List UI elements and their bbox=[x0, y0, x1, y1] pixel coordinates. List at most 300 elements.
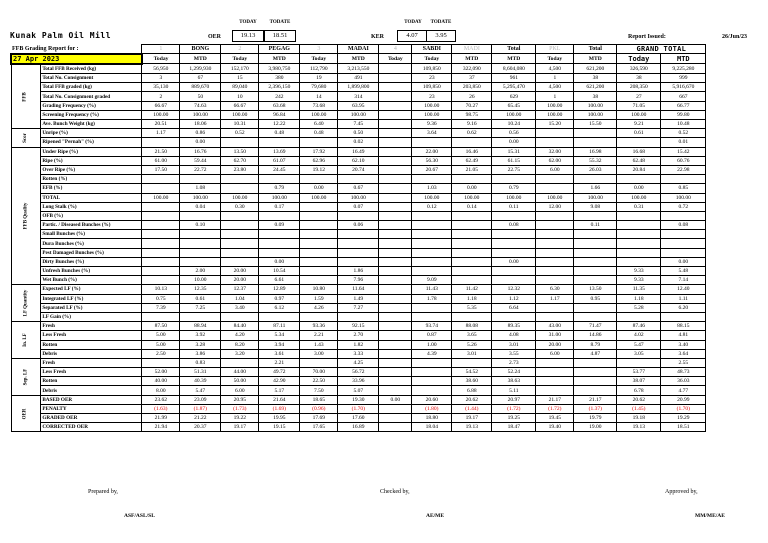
table-cell: 54.52 bbox=[452, 368, 492, 377]
table-cell bbox=[142, 267, 180, 276]
table-cell bbox=[574, 368, 617, 377]
row-label: Debris bbox=[41, 349, 142, 358]
table-cell: 15.20 bbox=[536, 120, 574, 129]
table-cell: 59.44 bbox=[180, 156, 221, 165]
table-cell: 3,213,550 bbox=[338, 64, 379, 74]
table-cell bbox=[379, 294, 412, 303]
table-cell: 0.83 bbox=[180, 358, 221, 367]
table-cell: 380 bbox=[259, 74, 300, 83]
table-cell: 889,670 bbox=[180, 83, 221, 92]
table-row bbox=[11, 120, 706, 129]
table-cell: 19.95 bbox=[259, 414, 300, 423]
table-cell: 50.00 bbox=[221, 377, 259, 386]
table-cell: 4,500 bbox=[536, 83, 574, 92]
table-cell bbox=[492, 230, 536, 239]
table-cell bbox=[142, 211, 180, 220]
table-cell bbox=[412, 221, 452, 230]
report-issued-date: 26/Jun/23 bbox=[722, 34, 748, 40]
table-cell: 0.79 bbox=[492, 184, 536, 193]
table-cell: 0.00 bbox=[300, 184, 338, 193]
table-cell bbox=[617, 312, 661, 321]
table-cell: 1.82 bbox=[338, 340, 379, 349]
table-cell bbox=[574, 211, 617, 220]
col-mtd: MTD bbox=[338, 54, 379, 64]
table-cell bbox=[379, 267, 412, 276]
table-row bbox=[11, 257, 706, 266]
table-cell: 0.67 bbox=[338, 184, 379, 193]
table-cell: 3.86 bbox=[180, 349, 221, 358]
table-cell: 3.33 bbox=[338, 349, 379, 358]
estate-header-pegag: PEGAG bbox=[259, 45, 300, 54]
table-cell bbox=[617, 230, 661, 239]
table-cell: (1.45) bbox=[617, 404, 661, 413]
table-cell: 62.48 bbox=[617, 156, 661, 165]
table-cell: 22.00 bbox=[412, 147, 452, 156]
table-cell bbox=[661, 175, 706, 184]
table-cell bbox=[142, 175, 180, 184]
table-cell bbox=[379, 414, 412, 423]
table-cell: 6.30 bbox=[536, 285, 574, 294]
table-cell bbox=[379, 276, 412, 285]
table-row bbox=[11, 138, 706, 147]
table-cell: 3,980,750 bbox=[259, 64, 300, 74]
table-cell: 19.18 bbox=[617, 414, 661, 423]
section-label: OER bbox=[11, 395, 41, 432]
table-cell bbox=[661, 248, 706, 257]
row-label: Total No. Consignment bbox=[41, 74, 142, 83]
table-cell bbox=[180, 239, 221, 248]
table-cell bbox=[452, 267, 492, 276]
table-cell: 23 bbox=[412, 92, 452, 101]
table-cell: 203,850 bbox=[452, 83, 492, 92]
table-cell: 0.00 bbox=[617, 184, 661, 193]
table-cell: 961 bbox=[492, 74, 536, 83]
table-cell: 21.05 bbox=[452, 165, 492, 174]
table-cell: 1.18 bbox=[452, 294, 492, 303]
table-cell bbox=[574, 138, 617, 147]
table-cell: 35,130 bbox=[142, 83, 180, 92]
checked-by-label: Checked by, bbox=[380, 489, 410, 495]
table-cell bbox=[300, 230, 338, 239]
table-cell bbox=[221, 358, 259, 367]
col-grand-mtd: MTD bbox=[661, 54, 706, 64]
table-cell: 10.00 bbox=[180, 276, 221, 285]
table-cell bbox=[536, 230, 574, 239]
table-cell bbox=[379, 193, 412, 202]
table-cell: 53.77 bbox=[617, 368, 661, 377]
column-number: 2 bbox=[221, 45, 259, 54]
table-cell: 100.00 bbox=[661, 193, 706, 202]
table-cell: 87.46 bbox=[617, 322, 661, 331]
table-cell: 5.00 bbox=[142, 331, 180, 340]
section-label: FFB Quality bbox=[11, 147, 41, 285]
table-cell bbox=[300, 239, 338, 248]
table-cell: 7.25 bbox=[180, 303, 221, 312]
table-cell: 71.47 bbox=[574, 322, 617, 331]
table-cell: 0.04 bbox=[180, 202, 221, 211]
table-cell: 0.62 bbox=[452, 129, 492, 138]
table-cell: 19.00 bbox=[574, 423, 617, 432]
table-cell bbox=[536, 257, 574, 266]
table-cell bbox=[338, 211, 379, 220]
table-cell: 3.00 bbox=[300, 349, 338, 358]
table-cell: 100.00 bbox=[574, 110, 617, 119]
table-cell: 208,350 bbox=[617, 83, 661, 92]
table-row bbox=[11, 211, 706, 220]
table-cell: 1,899,800 bbox=[338, 83, 379, 92]
table-cell: 6.61 bbox=[259, 276, 300, 285]
table-cell bbox=[661, 312, 706, 321]
table-cell: 7.45 bbox=[338, 120, 379, 129]
row-label: Pest Damaged Bunches (%) bbox=[41, 248, 142, 257]
table-cell bbox=[259, 239, 300, 248]
table-cell: 100.00 bbox=[221, 110, 259, 119]
table-cell: 11.43 bbox=[412, 285, 452, 294]
table-cell: 20.62 bbox=[617, 395, 661, 404]
table-cell: 99.80 bbox=[661, 110, 706, 119]
table-row bbox=[11, 331, 706, 340]
section-label: FFB bbox=[11, 64, 41, 129]
table-cell bbox=[536, 267, 574, 276]
table-cell: 21.50 bbox=[142, 147, 180, 156]
table-cell: 1.12 bbox=[492, 294, 536, 303]
table-cell bbox=[259, 230, 300, 239]
row-label: GRADED OER bbox=[41, 414, 142, 423]
table-cell: 93.36 bbox=[300, 322, 338, 331]
table-cell: 52.00 bbox=[142, 368, 180, 377]
table-row bbox=[11, 202, 706, 211]
table-cell: 20.62 bbox=[452, 395, 492, 404]
table-cell: 4.39 bbox=[412, 349, 452, 358]
row-label: Total FFB Received (kg) bbox=[41, 64, 142, 74]
table-cell: 63.68 bbox=[259, 101, 300, 110]
table-cell: 6.64 bbox=[492, 303, 536, 312]
table-cell: 21.17 bbox=[574, 395, 617, 404]
row-label: Partic. / Diseased Bunches (%) bbox=[41, 221, 142, 230]
table-cell: 1.59 bbox=[300, 294, 338, 303]
table-cell: 9.09 bbox=[412, 276, 452, 285]
table-cell: 12.00 bbox=[536, 202, 574, 211]
table-cell: 6.00 bbox=[536, 349, 574, 358]
table-cell: 9.08 bbox=[574, 202, 617, 211]
table-cell: (1.73) bbox=[221, 404, 259, 413]
table-cell bbox=[379, 110, 412, 119]
table-cell bbox=[492, 239, 536, 248]
table-cell: 5.07 bbox=[338, 386, 379, 395]
table-cell: 1.08 bbox=[180, 184, 221, 193]
table-cell: 0.86 bbox=[180, 129, 221, 138]
table-cell: 16.89 bbox=[338, 423, 379, 432]
table-cell: 0.08 bbox=[492, 221, 536, 230]
table-cell bbox=[452, 211, 492, 220]
table-cell: 7.50 bbox=[300, 386, 338, 395]
table-cell bbox=[338, 248, 379, 257]
table-cell bbox=[536, 303, 574, 312]
table-cell bbox=[574, 175, 617, 184]
table-cell: 33.96 bbox=[338, 377, 379, 386]
row-label: Total FFB graded (kg) bbox=[41, 83, 142, 92]
table-cell bbox=[412, 267, 452, 276]
table-cell: 7.27 bbox=[338, 303, 379, 312]
table-cell: (1.44) bbox=[452, 404, 492, 413]
table-row bbox=[11, 368, 706, 377]
table-cell bbox=[379, 120, 412, 129]
table-cell: 22.50 bbox=[300, 377, 338, 386]
table-cell bbox=[574, 230, 617, 239]
row-label: Ripened "Pernah" (%) bbox=[41, 138, 142, 147]
col-today: Today bbox=[142, 54, 180, 64]
table-cell: 4.25 bbox=[338, 358, 379, 367]
table-cell bbox=[536, 368, 574, 377]
table-cell bbox=[536, 248, 574, 257]
table-cell: 37 bbox=[452, 74, 492, 83]
table-cell: 491 bbox=[338, 74, 379, 83]
table-cell: 44.00 bbox=[221, 368, 259, 377]
table-cell: 12.35 bbox=[180, 285, 221, 294]
table-row bbox=[11, 303, 706, 312]
table-cell bbox=[180, 248, 221, 257]
table-cell bbox=[338, 312, 379, 321]
table-cell: 629 bbox=[492, 92, 536, 101]
row-label: LF Gain (%) bbox=[41, 312, 142, 321]
table-cell: 100.00 bbox=[574, 101, 617, 110]
table-cell: 16.98 bbox=[574, 147, 617, 156]
ffb-grading-table bbox=[10, 44, 706, 432]
row-label: Ave. Bunch Weight (kg) bbox=[41, 120, 142, 129]
table-cell: 10.13 bbox=[142, 285, 180, 294]
table-row bbox=[11, 294, 706, 303]
table-cell: 2.70 bbox=[338, 331, 379, 340]
table-cell: 5.26 bbox=[452, 340, 492, 349]
table-cell bbox=[574, 303, 617, 312]
table-cell bbox=[536, 211, 574, 220]
table-cell bbox=[221, 257, 259, 266]
table-cell: 10.24 bbox=[492, 120, 536, 129]
table-cell: 38.60 bbox=[452, 377, 492, 386]
table-cell bbox=[259, 248, 300, 257]
table-row bbox=[11, 349, 706, 358]
table-cell: 19.13 bbox=[452, 423, 492, 432]
table-cell: 8,604,080 bbox=[492, 64, 536, 74]
table-cell: 62.70 bbox=[221, 156, 259, 165]
table-row bbox=[11, 165, 706, 174]
table-cell: 0.00 bbox=[180, 138, 221, 147]
row-label: Rotten bbox=[41, 377, 142, 386]
table-cell: 43.00 bbox=[536, 322, 574, 331]
table-cell bbox=[492, 175, 536, 184]
table-cell: 20.67 bbox=[412, 165, 452, 174]
table-cell: 0.61 bbox=[617, 129, 661, 138]
table-cell: 21.17 bbox=[536, 395, 574, 404]
row-label: Wet Bunch (%) bbox=[41, 276, 142, 285]
table-cell: 0.02 bbox=[338, 138, 379, 147]
table-cell: 0.48 bbox=[259, 129, 300, 138]
table-cell: 3.64 bbox=[661, 349, 706, 358]
table-row bbox=[11, 74, 706, 83]
table-row bbox=[11, 156, 706, 165]
table-cell: 100.00 bbox=[574, 193, 617, 202]
table-row bbox=[11, 358, 706, 367]
table-cell bbox=[300, 248, 338, 257]
prepared-by-role: ASF/ASL/SL bbox=[124, 513, 155, 519]
table-cell: 100.00 bbox=[300, 110, 338, 119]
table-cell: 22.72 bbox=[180, 165, 221, 174]
table-cell: 100.00 bbox=[617, 193, 661, 202]
table-cell: 242 bbox=[259, 92, 300, 101]
table-cell: 98.75 bbox=[452, 110, 492, 119]
row-label: Debris bbox=[41, 386, 142, 395]
table-cell: 23 bbox=[412, 74, 452, 83]
col-mtd: MTD bbox=[492, 54, 536, 64]
table-cell: (1.72) bbox=[536, 404, 574, 413]
table-cell: 0.00 bbox=[492, 257, 536, 266]
table-cell: 36.03 bbox=[661, 377, 706, 386]
table-cell: 100.00 bbox=[338, 193, 379, 202]
table-cell: 5.17 bbox=[259, 386, 300, 395]
row-label: TOTAL bbox=[41, 193, 142, 202]
table-cell: 15 bbox=[221, 74, 259, 83]
table-cell bbox=[180, 175, 221, 184]
table-cell: 63.95 bbox=[338, 101, 379, 110]
table-cell bbox=[338, 230, 379, 239]
table-cell: 6.40 bbox=[300, 120, 338, 129]
estate-header-bong: BONG bbox=[180, 45, 221, 54]
table-cell: 15.50 bbox=[574, 120, 617, 129]
table-cell: 100.00 bbox=[300, 193, 338, 202]
table-cell: 100.00 bbox=[617, 110, 661, 119]
table-cell bbox=[452, 276, 492, 285]
row-label: Total No. Consignment graded bbox=[41, 92, 142, 101]
table-cell bbox=[379, 349, 412, 358]
table-cell: 16.68 bbox=[617, 147, 661, 156]
table-cell bbox=[180, 230, 221, 239]
table-cell: 100.00 bbox=[338, 110, 379, 119]
table-cell bbox=[412, 312, 452, 321]
table-cell bbox=[379, 129, 412, 138]
table-cell bbox=[379, 368, 412, 377]
table-cell: 109,850 bbox=[412, 64, 452, 74]
table-cell: 10 bbox=[221, 92, 259, 101]
row-label: PENALTY bbox=[41, 404, 142, 413]
table-cell bbox=[379, 147, 412, 156]
table-cell bbox=[574, 312, 617, 321]
table-cell bbox=[536, 377, 574, 386]
table-cell: 6.12 bbox=[259, 303, 300, 312]
table-cell: 31.00 bbox=[536, 331, 574, 340]
table-row bbox=[11, 285, 706, 294]
estate-header-total: Total bbox=[492, 45, 536, 54]
section-label: In. LF bbox=[11, 322, 41, 359]
col-mtd: MTD bbox=[574, 54, 617, 64]
table-cell bbox=[617, 211, 661, 220]
table-cell: 0.17 bbox=[259, 202, 300, 211]
table-cell: 2.00 bbox=[180, 267, 221, 276]
table-cell bbox=[379, 101, 412, 110]
approved-by-role: MM/ME/AE bbox=[695, 513, 725, 519]
table-cell: 26.03 bbox=[574, 165, 617, 174]
table-cell bbox=[180, 211, 221, 220]
table-cell: 89.35 bbox=[492, 322, 536, 331]
table-cell: 19.17 bbox=[221, 423, 259, 432]
table-cell bbox=[412, 230, 452, 239]
estate-header-madai: MADAI bbox=[338, 45, 379, 54]
table-cell bbox=[221, 230, 259, 239]
report-issued-label: Report Issued: bbox=[628, 34, 666, 40]
table-cell: 12.37 bbox=[221, 285, 259, 294]
table-cell bbox=[379, 175, 412, 184]
table-cell: (1.37) bbox=[574, 404, 617, 413]
mill-name: Kunak Palm Oil Mill bbox=[10, 31, 112, 40]
table-cell: 3.01 bbox=[452, 349, 492, 358]
table-cell: 10.31 bbox=[221, 120, 259, 129]
table-cell: 8.79 bbox=[574, 340, 617, 349]
table-cell: 10.80 bbox=[300, 285, 338, 294]
table-cell: 0.52 bbox=[661, 129, 706, 138]
col-today: Today bbox=[412, 54, 452, 64]
table-cell: 0.09 bbox=[259, 221, 300, 230]
table-cell: 1 bbox=[536, 74, 574, 83]
table-cell: 1.04 bbox=[221, 294, 259, 303]
table-cell bbox=[661, 211, 706, 220]
table-cell: 4.08 bbox=[492, 331, 536, 340]
table-cell bbox=[379, 248, 412, 257]
table-cell: 20.60 bbox=[412, 395, 452, 404]
table-cell bbox=[259, 138, 300, 147]
table-cell: 100.00 bbox=[221, 193, 259, 202]
table-cell bbox=[492, 276, 536, 285]
table-cell: 0.61 bbox=[180, 294, 221, 303]
table-cell bbox=[379, 377, 412, 386]
table-cell bbox=[379, 92, 412, 101]
table-cell: 14.86 bbox=[574, 331, 617, 340]
table-cell bbox=[379, 221, 412, 230]
table-cell: 1.11 bbox=[661, 294, 706, 303]
column-number: 3 bbox=[300, 45, 338, 54]
table-cell bbox=[574, 386, 617, 395]
table-cell: 24.45 bbox=[259, 165, 300, 174]
table-cell: 38 bbox=[617, 74, 661, 83]
table-cell bbox=[412, 248, 452, 257]
row-label: Integrated LF (%) bbox=[41, 294, 142, 303]
col-today: Today bbox=[221, 54, 259, 64]
table-cell: 1.17 bbox=[536, 294, 574, 303]
table-cell bbox=[142, 202, 180, 211]
table-row bbox=[11, 276, 706, 285]
table-cell: 3.55 bbox=[492, 349, 536, 358]
table-cell: 66.67 bbox=[142, 101, 180, 110]
table-cell bbox=[452, 257, 492, 266]
table-cell: 3.61 bbox=[259, 349, 300, 358]
table-cell: 20.99 bbox=[661, 395, 706, 404]
table-cell bbox=[536, 239, 574, 248]
table-cell bbox=[617, 221, 661, 230]
table-cell: 4,500 bbox=[536, 64, 574, 74]
table-cell bbox=[142, 221, 180, 230]
table-cell: 93.74 bbox=[412, 322, 452, 331]
table-cell bbox=[142, 248, 180, 257]
table-cell: 16.49 bbox=[338, 147, 379, 156]
oer-today-value: 19.13 bbox=[232, 30, 264, 42]
table-cell: 65.45 bbox=[492, 101, 536, 110]
table-cell bbox=[412, 239, 452, 248]
table-cell: 56.72 bbox=[338, 368, 379, 377]
table-cell bbox=[300, 138, 338, 147]
table-cell bbox=[379, 230, 412, 239]
table-cell: 18.51 bbox=[661, 423, 706, 432]
table-cell bbox=[574, 358, 617, 367]
table-row bbox=[11, 386, 706, 395]
table-cell: 9.21 bbox=[617, 120, 661, 129]
